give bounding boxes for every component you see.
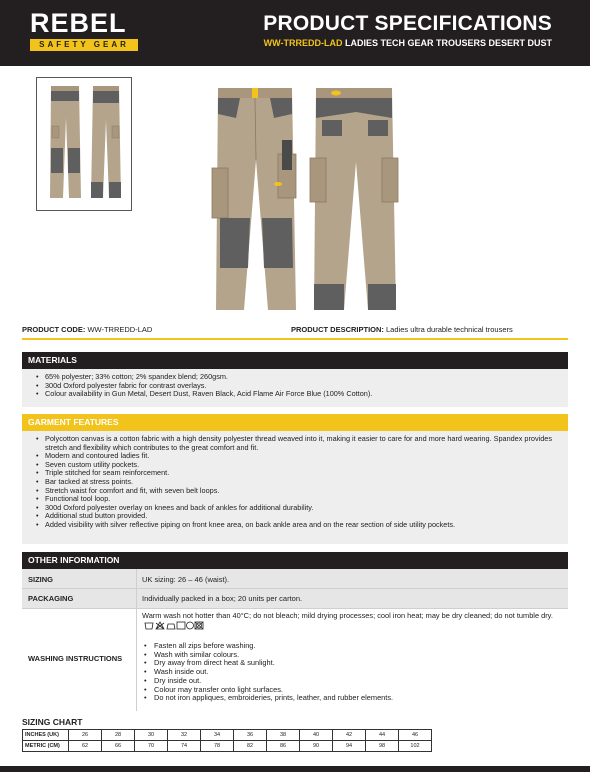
list-item: • 65% polyester; 33% cotton; 2% spandex blend; 260gsm. <box>36 373 560 382</box>
trousers-back-view <box>310 88 398 310</box>
table-cell: 66 <box>102 741 135 752</box>
metric-label: METRIC (CM) <box>23 741 69 752</box>
page-title: PRODUCT SPECIFICATIONS <box>263 12 552 35</box>
header-product-name: LADIES TECH GEAR TROUSERS DESERT DUST <box>344 38 552 48</box>
list-item: • Wash inside out. <box>142 668 393 677</box>
product-code-value: WW-TRREDD-LAD <box>87 325 153 334</box>
table-cell: 42 <box>333 730 366 741</box>
materials-section <box>22 369 568 407</box>
table-cell: 82 <box>234 741 267 752</box>
list-item: • Seven custom utility pockets. <box>36 461 560 470</box>
list-item: • Additional stud button provided. <box>36 512 560 521</box>
table-cell: 86 <box>267 741 300 752</box>
table-cell: 44 <box>366 730 399 741</box>
table-cell: 102 <box>399 741 432 752</box>
list-item: • 300d Oxford polyester overlay on knees and back of ankles for additional durability. <box>36 504 560 513</box>
packaging-value: Individually packed in a box; 20 units per carton. <box>142 594 303 603</box>
table-cell: 94 <box>333 741 366 752</box>
brand-logo <box>30 9 138 51</box>
list-item: • Colour availability in Gun Metal, Desert Dust, Raven Black, Acid Flame Air Force Blue (100% Cotton). <box>36 390 560 399</box>
table-cell: 34 <box>201 730 234 741</box>
product-description-label: PRODUCT DESCRIPTION: <box>291 325 384 334</box>
list-item: • Fasten all zips before washing. <box>142 642 393 651</box>
features-list <box>22 431 568 532</box>
table-cell: 26 <box>69 730 102 741</box>
other-info-heading: OTHER INFORMATION <box>22 552 568 569</box>
materials-heading: MATERIALS <box>22 352 568 369</box>
product-hero-image <box>196 78 416 314</box>
list-item: • Stretch waist for comfort and fit, with seven belt loops. <box>36 487 560 496</box>
features-heading: GARMENT FEATURES <box>22 414 568 431</box>
list-item: • Bar tacked at stress points. <box>36 478 560 487</box>
product-description-value: Ladies ultra durable technical trousers <box>386 325 513 334</box>
table-cell: 90 <box>300 741 333 752</box>
table-cell: 32 <box>168 730 201 741</box>
page-subtitle <box>264 38 552 48</box>
table-cell: 74 <box>168 741 201 752</box>
product-thumbnail[interactable] <box>36 77 132 211</box>
list-item: • Modern and contoured ladies fit. <box>36 452 560 461</box>
list-item: • 300d Oxford polyester fabric for contrast overlays. <box>36 382 560 391</box>
footer-bar <box>0 766 590 772</box>
product-code-label: PRODUCT CODE: <box>22 325 86 334</box>
list-item: • Added visibility with silver reflective piping on front knee area, on back ankle area and on the rear section of side utility pockets. <box>36 521 560 530</box>
washing-intro-text: Warm wash not hotter than 40°C; do not bleach; mild drying processes; cool iron heat; may be dry cleaned; do not tumble dry. <box>142 611 553 620</box>
table-cell: 38 <box>267 730 300 741</box>
table-cell: 40 <box>300 730 333 741</box>
brand-tagline: SAFETY GEAR <box>30 39 138 51</box>
table-cell: 46 <box>399 730 432 741</box>
product-code <box>22 325 152 334</box>
product-description <box>291 325 513 334</box>
sizing-chart-heading: SIZING CHART <box>22 717 83 727</box>
washing-intro <box>142 611 562 630</box>
sizing-table <box>22 729 432 752</box>
trousers-thumbnail-image <box>37 78 131 210</box>
table-row <box>23 730 432 741</box>
header-banner <box>0 0 590 66</box>
washing-label: WASHING INSTRUCTIONS <box>28 654 123 663</box>
trousers-front-view <box>212 88 296 310</box>
table-cell: 78 <box>201 741 234 752</box>
header-product-code: WW-TRREDD-LAD <box>263 38 343 48</box>
list-item: • Dry away from direct heat & sunlight. <box>142 659 393 668</box>
table-cell: 30 <box>135 730 168 741</box>
divider <box>22 338 568 340</box>
packaging-label: PACKAGING <box>28 594 74 603</box>
care-symbols-icon <box>144 621 204 630</box>
brand-name: REBEL <box>30 8 127 38</box>
table-row <box>23 741 432 752</box>
table-cell: 62 <box>69 741 102 752</box>
washing-list <box>142 642 393 703</box>
list-item: • Do not iron appliques, embroideries, prints, leather, and rubber elements. <box>142 694 393 703</box>
list-item: • Polycotton canvas is a cotton fabric with a high density polyester thread weaved into it, making it easier to care for and more hard wearing. Spandex provides stretch and flexibility which contributes to the great comfort and fit. <box>36 435 560 452</box>
sizing-value: UK sizing: 26 – 46 (waist). <box>142 575 230 584</box>
table-cell: 98 <box>366 741 399 752</box>
sizing-label: SIZING <box>28 575 54 584</box>
sizing-row <box>22 569 568 588</box>
list-item: • Colour may transfer onto light surfaces. <box>142 686 393 695</box>
table-cell: 28 <box>102 730 135 741</box>
column-divider <box>136 569 137 711</box>
list-item: • Functional tool loop. <box>36 495 560 504</box>
list-item: • Dry inside out. <box>142 677 393 686</box>
list-item: • Wash with similar colours. <box>142 651 393 660</box>
table-cell: 70 <box>135 741 168 752</box>
features-section <box>22 431 568 544</box>
table-cell: 36 <box>234 730 267 741</box>
trousers-front-back-image <box>196 78 416 314</box>
inches-label: INCHES (UK) <box>23 730 69 741</box>
materials-list <box>22 369 568 401</box>
packaging-row <box>22 589 568 608</box>
list-item: • Triple stitched for seam reinforcement. <box>36 469 560 478</box>
